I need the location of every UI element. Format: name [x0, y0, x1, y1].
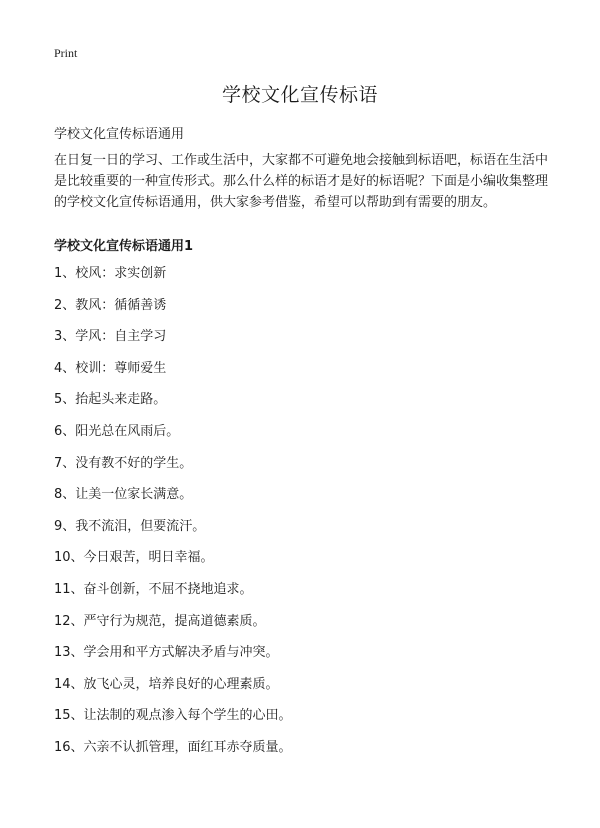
- slogan-list: [54, 264, 292, 770]
- slogan-item: 9、我不流泪，但要流汗。: [54, 518, 206, 534]
- slogan-item: 4、校训：尊师爱生: [54, 360, 167, 376]
- section-heading: 学校文化宣传标语通用1: [54, 239, 194, 254]
- slogan-item: 14、放飞心灵，培养良好的心理素质。: [54, 676, 279, 692]
- slogan-item: 8、让美一位家长满意。: [54, 487, 193, 503]
- slogan-item: 3、学风：自主学习: [54, 329, 167, 345]
- slogan-item: 12、严守行为规范，提高道德素质。: [54, 613, 266, 629]
- slogan-item: 2、教风：循循善诱: [54, 297, 167, 313]
- slogan-item: 10、今日艰苦，明日幸福。: [54, 550, 214, 566]
- slogan-item: 1、校风：求实创新: [54, 266, 167, 281]
- slogan-item: 15、让法制的观点渗入每个学生的心田。: [54, 708, 292, 724]
- slogan-item: 5、抬起头来走路。: [54, 392, 167, 408]
- page-title: 学校文化宣传标语: [221, 84, 378, 106]
- print-link[interactable]: Print: [54, 46, 78, 60]
- slogan-item: 11、奋斗创新，不屈不挠地追求。: [54, 581, 253, 597]
- slogan-item: 16、六亲不认抓管理，面红耳赤夺质量。: [54, 739, 292, 755]
- slogan-item: 13、学会用和平方式解决矛盾与冲突。: [54, 645, 279, 661]
- intro-paragraph: 在日复一日的学习、工作或生活中，大家都不可避免地会接触到标语吧，标语在生活中是比较重要的一种宣传形式。那么什么样的标语才是好的标语呢？下面是小编收集整理的学校文化宣传标语通用，供大家参考借鉴，希望可以帮助到有需要的朋友。: [54, 153, 549, 210]
- slogan-item: 6、阳光总在风雨后。: [54, 423, 180, 439]
- subtitle: 学校文化宣传标语通用: [54, 127, 185, 142]
- slogan-item: 7、没有教不好的学生。: [54, 455, 193, 471]
